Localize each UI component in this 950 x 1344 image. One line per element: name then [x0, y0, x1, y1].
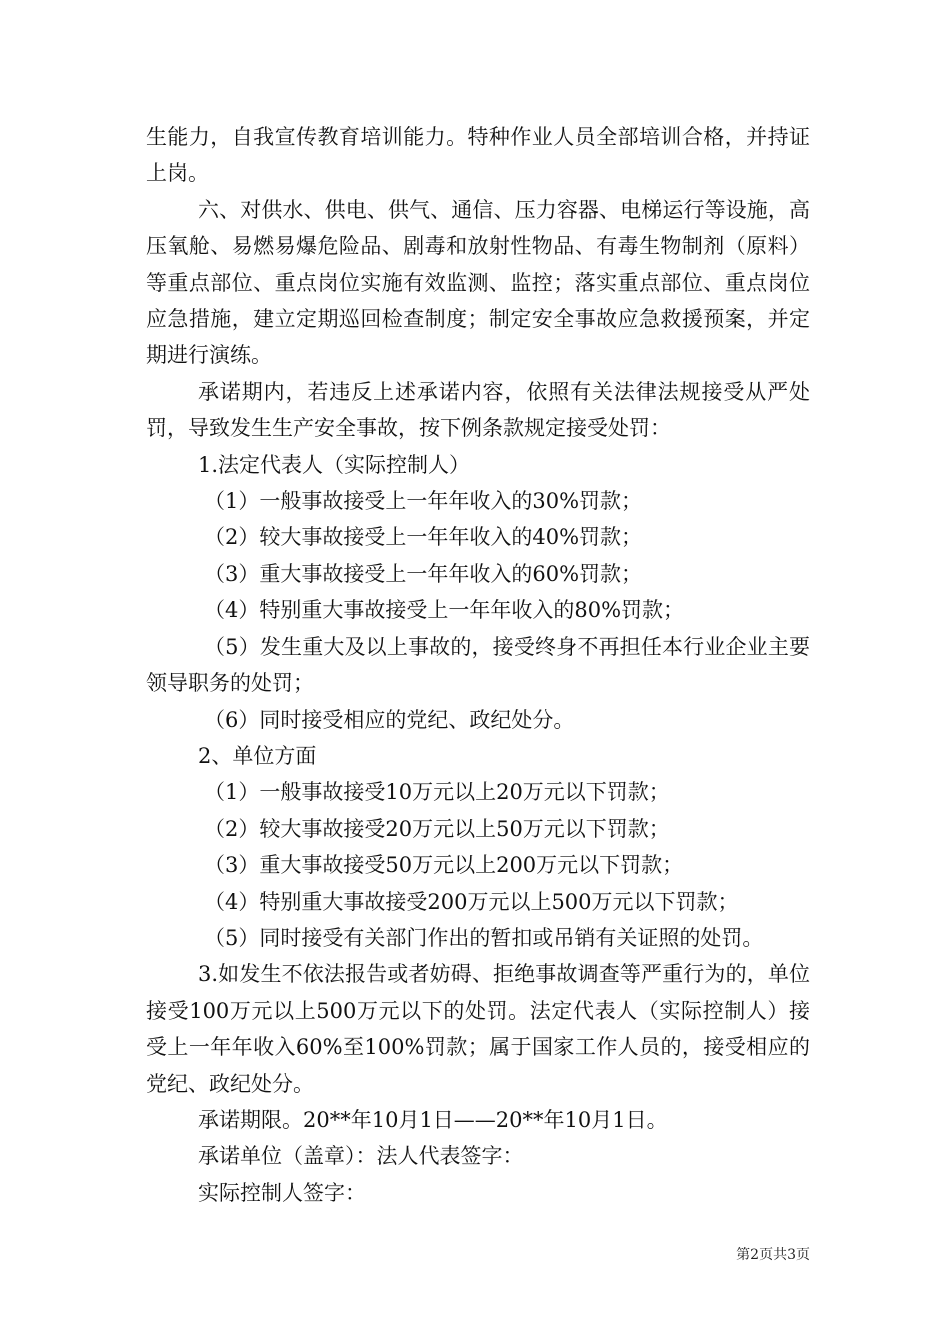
paragraph-commitment-period: 承诺期内，若违反上述承诺内容，依照有关法律法规接受从严处罚，导致发生生产安全事故，按下例条款规定接受处罚： [146, 379, 810, 441]
list-item: （1）一般事故接受10万元以上20万元以下罚款； [204, 780, 670, 805]
list-item: （1）一般事故接受上一年年收入的30%罚款； [204, 489, 643, 514]
section-unit: 2、单位方面 [198, 743, 317, 768]
paragraph-commitment-term: 承诺期限。20**年10月1日——20**年10月1日。 [198, 1107, 668, 1132]
list-item: （2）较大事故接受上一年年收入的40%罚款； [204, 525, 643, 550]
list-item: （2）较大事故接受20万元以上50万元以下罚款； [204, 816, 670, 841]
signature-line-unit: 承诺单位（盖章）：法人代表签字： [198, 1144, 524, 1169]
list-item: （4）特别重大事故接受200万元以上500万元以下罚款； [204, 889, 739, 914]
section-legal-representative: 1.法定代表人（实际控制人） [198, 452, 471, 477]
list-item: （5）发生重大及以上事故的，接受终身不再担任本行业企业主要领导职务的处罚； [146, 634, 810, 696]
document-body [146, 119, 810, 1211]
paragraph-item-six: 六、对供水、供电、供气、通信、压力容器、电梯运行等设施，高压氧舱、易燃易爆危险品、剧毒和放射性物品、有毒生物制剂（原料）等重点部位、重点岗位实施有效监测、监控；落实重点部位、重点岗位应急措施，建立定期巡回检查制度；制定安全事故应急救援预案，并定期进行演练。 [146, 197, 810, 368]
paragraph-continuation: 生能力，自我宣传教育培训能力。特种作业人员全部培训合格，并持证上岗。 [146, 125, 810, 186]
list-item: （6）同时接受相应的党纪、政纪处分。 [204, 707, 575, 732]
list-item: （4）特别重大事故接受上一年年收入的80%罚款； [204, 598, 685, 623]
list-item: （3）重大事故接受50万元以上200万元以下罚款； [204, 853, 684, 878]
signature-line-controller: 实际控制人签字： [198, 1180, 366, 1205]
page-number: 第2页共3页 [736, 1247, 810, 1263]
list-item: （5）同时接受有关部门作出的暂扣或吊销有关证照的处罚。 [204, 925, 764, 950]
section-reporting-obstruction: 3.如发生不依法报告或者妨碍、拒绝事故调查等严重行为的，单位接受100万元以上500万元以下的处罚。法定代表人（实际控制人）接受上一年年收入60%至100%罚款；属于国家工作人员的，接受相应的党纪、政纪处分。 [146, 962, 810, 1096]
list-item: （3）重大事故接受上一年年收入的60%罚款； [204, 561, 643, 586]
